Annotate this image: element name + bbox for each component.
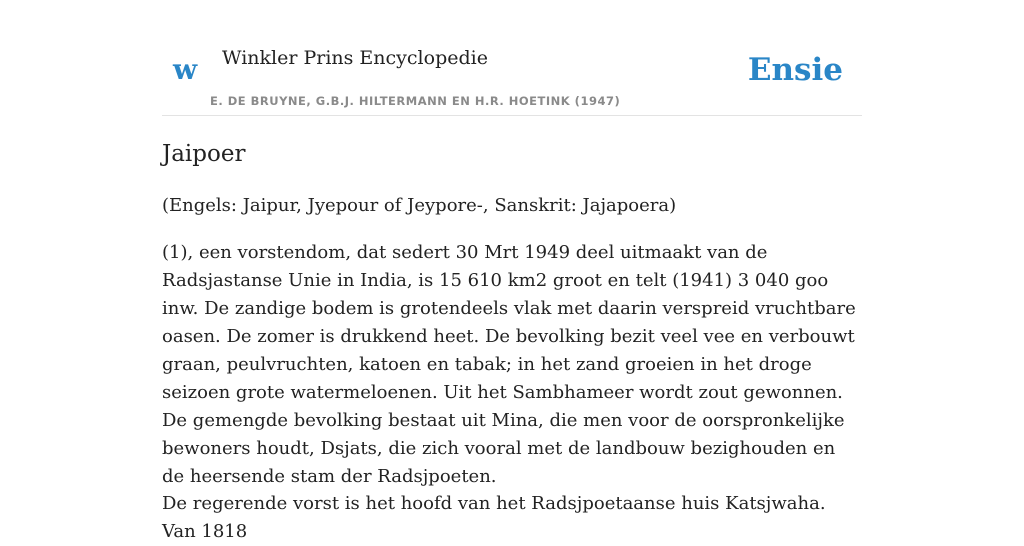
authors-line: E. DE BRUYNE, G.B.J. HILTERMANN EN H.R. HOETINK (1947) — [210, 94, 621, 108]
brand-logo[interactable]: Ensie — [747, 52, 843, 88]
article-paragraph: De regerende vorst is het hoofd van het Radsjpoetaanse huis Katsjwaha. Van 1818 — [162, 493, 826, 542]
article-paragraph: (1), een vorstendom, dat sedert 30 Mrt 1949 deel uitmaakt van de Radsjastanse Unie in India, is 15 610 km2 groot en telt (1941) 3 040 goo inw. De zandige bodem is grotendeels vlak met daarin verspreid vruchtbare oasen. De zomer is drukkend heet. De bevolking bezit veel vee en verbouwt graan, peulvruchten, katoen en tabak; in het zand groeien in het droge seizoen grote watermeloenen. Uit het Sambhameer wordt zout gewonnen. De gemengde bevolking bestaat uit Mina, die men voor de oorspronkelijke bewoners houdt, Dsjats, die zich vooral met de landbouw bezighouden en de heersende stam der Radsjpoeten. — [162, 242, 856, 487]
header-divider — [162, 115, 862, 116]
article-subtitle: (Engels: Jaipur, Jyepour of Jeypore-, Sanskrit: Jajapoera) — [162, 195, 677, 216]
article-title: Jaipoer — [162, 141, 246, 167]
site-logo-icon[interactable]: w — [173, 53, 198, 86]
site-title[interactable]: Winkler Prins Encyclopedie — [222, 47, 488, 69]
